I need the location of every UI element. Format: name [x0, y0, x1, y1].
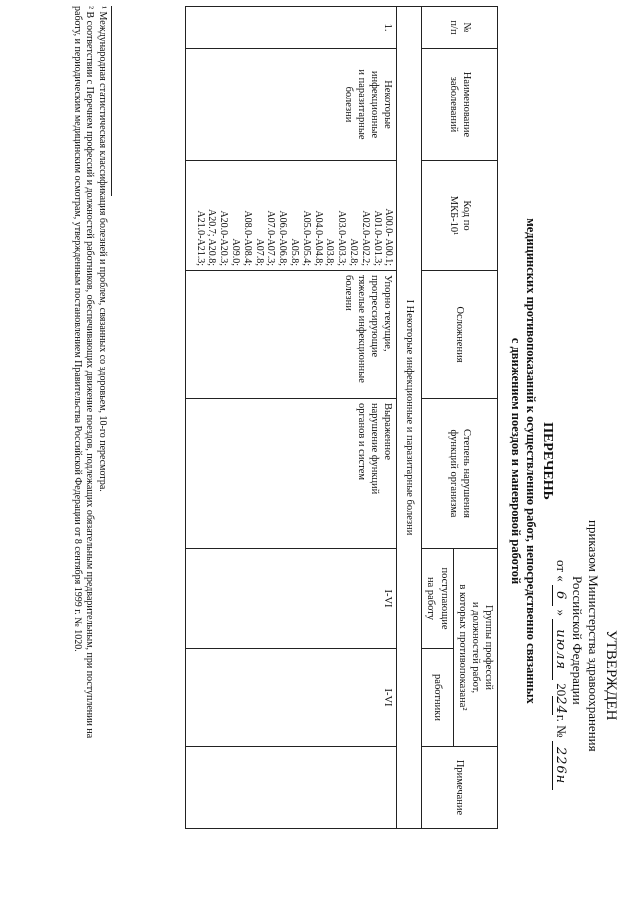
- row-note: [186, 747, 397, 829]
- table-row: [186, 7, 397, 829]
- title-line-2: медицинских противопоказаний к осуществлению работ, непосредственно связанных: [524, 218, 539, 704]
- footnote-1: ¹ Международная статистическая классификация болезней и проблем, связанных со здоровьем, 10-го пересмотра.: [97, 6, 108, 492]
- row-num: 1.: [186, 7, 397, 49]
- approval-block: [552, 520, 621, 880]
- row-workers: I-VI: [186, 649, 397, 747]
- date-prefix: от «: [553, 560, 569, 582]
- title-line-3: с движением поездов и маневровой работой: [508, 337, 523, 585]
- header-entering: поступающие на работу: [422, 549, 453, 649]
- approval-line-1: приказом Министерства здравоохранения: [586, 520, 602, 752]
- header-code: Код по МКБ-10¹: [422, 161, 498, 271]
- header-complication: Осложнения: [422, 271, 498, 399]
- footnotes: [71, 6, 109, 906]
- section-row: [397, 7, 422, 829]
- row-disease-name: Некоторые инфекционные и паразитарные болезни: [186, 49, 397, 161]
- row-complication: Упорно текущие, прогрессирующие тяжелые инфекционные болезни: [186, 271, 397, 399]
- year-label: г. №: [553, 714, 569, 738]
- title-line-1: ПЕРЕЧЕНЬ: [540, 422, 555, 500]
- header-note: Примечание: [422, 747, 498, 829]
- approval-heading: УТВЕРЖДЕН: [603, 630, 619, 721]
- date-mid: »: [553, 609, 569, 617]
- row-degree: Выраженное нарушение функций органов и систем: [186, 399, 397, 549]
- header-groups: Группы профессий и должностей работ, в которых противопоказана²: [453, 549, 497, 747]
- contraindications-table: [185, 6, 498, 829]
- section-title: I Некоторые инфекционные и паразитарные болезни: [397, 7, 422, 829]
- footnote-3: работу, и периодическим медицинским осмотрам, утвержденным постановлением Правительства Российской Федерации от 8 сентября 1999 г. № 1020.: [72, 6, 83, 652]
- date-day: 6: [552, 585, 568, 606]
- document-title: [507, 40, 556, 882]
- header-workers: работники: [422, 649, 453, 747]
- table-header-row: [453, 7, 497, 829]
- row-icd-codes: A00.0- A00.1; A01.0-A01.3; A02.0-A02.2; A02.8; A03.0-A03.3; A03.8; A04.0-A04.8; A05.0-A05.4; A05.8; A06.0-A06.8; A07.0-A07.3; A07.8; A08.0-A08.4; A09.0; A20.0-A20.3; A20.7; A20.8; A21.0-A21.3;: [186, 161, 397, 271]
- order-number: 226н: [552, 741, 568, 790]
- footnote-2: ² В соответствии с Перечнем профессий и должностей работников, обеспечивающих движение поездов, подлежащих обязательным предварительным, при поступлении на: [84, 6, 96, 739]
- header-name: Наименование заболеваний: [422, 49, 498, 161]
- approval-line-2: Российской Федерации: [570, 576, 585, 705]
- footnote-divider: [111, 6, 112, 196]
- row-entering: I-VI: [186, 549, 397, 649]
- header-num: № п/п: [422, 7, 498, 49]
- date-month: июля: [552, 619, 568, 680]
- year-prefix: 20: [553, 683, 569, 697]
- year-suffix: 24: [552, 696, 568, 715]
- header-degree: Степень нарушения функций организма: [422, 399, 498, 549]
